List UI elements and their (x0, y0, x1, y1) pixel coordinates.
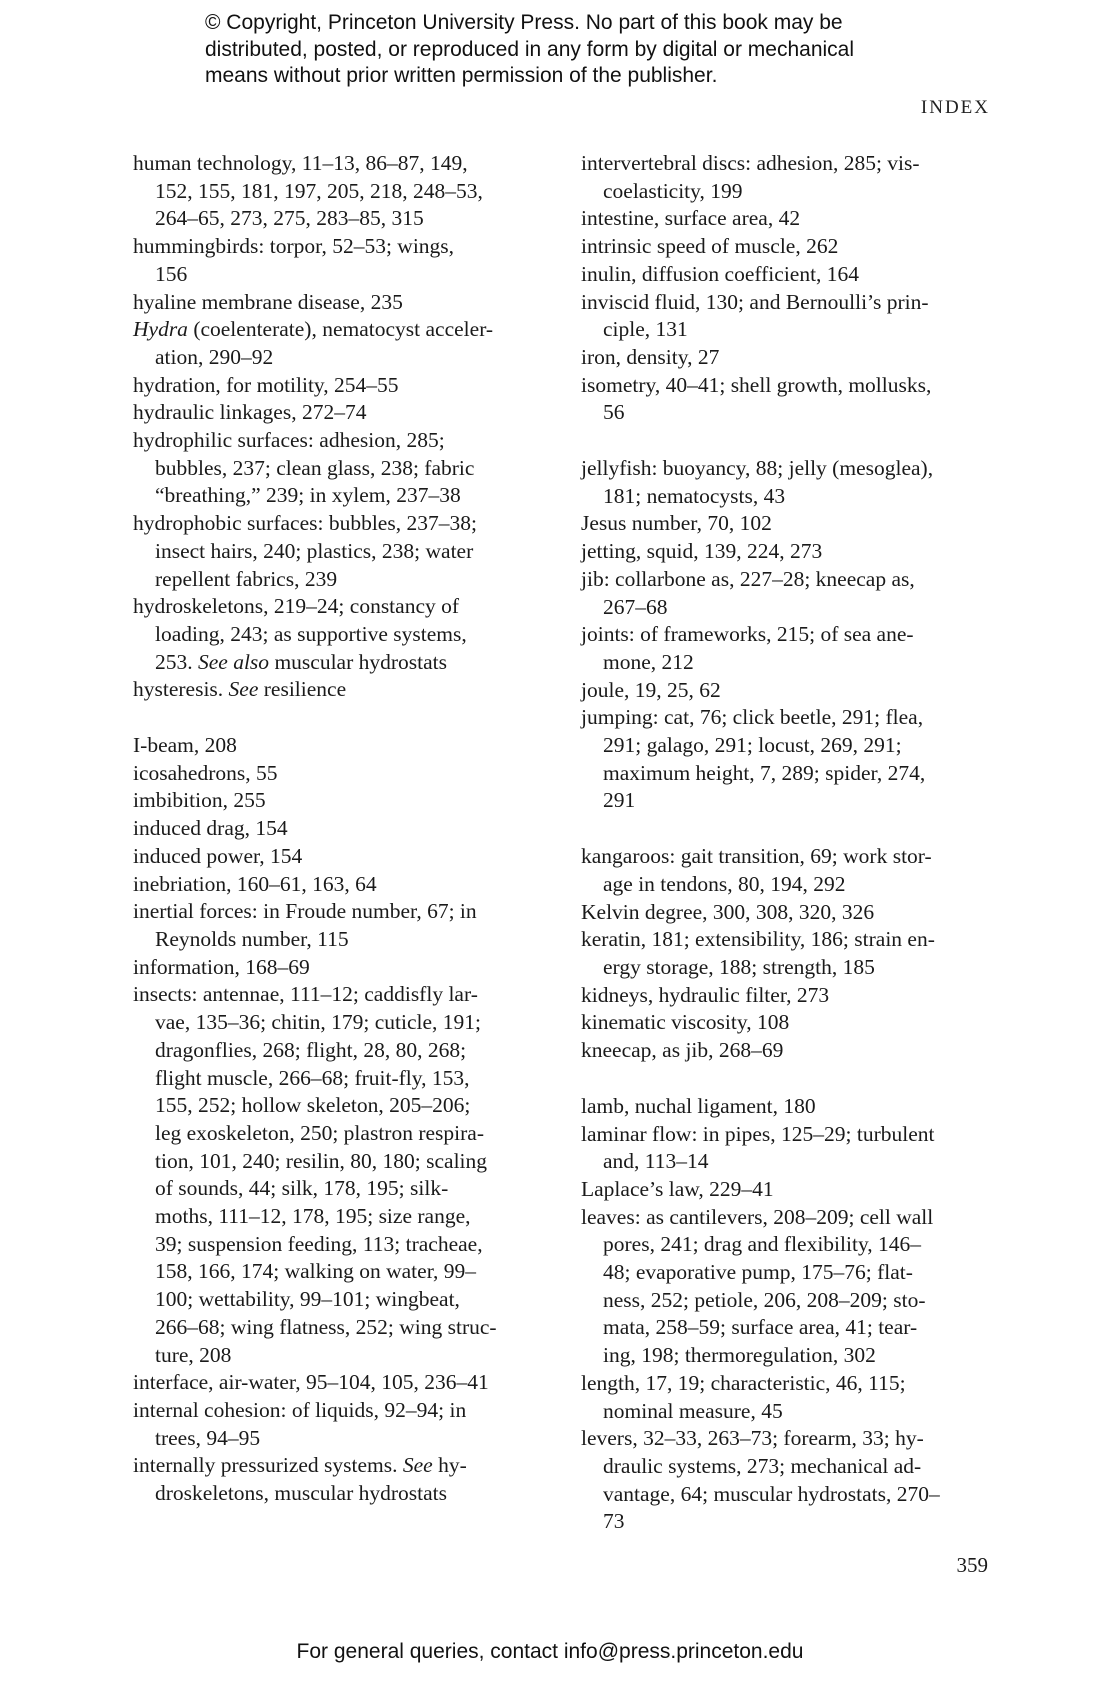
index-entry-continuation-line: ture, 208 (155, 1342, 232, 1367)
index-entry-continuation-line: coelasticity, 199 (603, 178, 743, 203)
running-head: INDEX (920, 97, 990, 118)
index-entry-heading-line: induced power, 154 (133, 843, 303, 868)
index-entry-continuation-line: nominal measure, 45 (603, 1398, 783, 1423)
index-entry-continuation-line: ation, 290–92 (155, 344, 274, 369)
index-entry-heading-line: joule, 19, 25, 62 (581, 677, 721, 702)
index-entry-heading-line: inertial forces: in Froude number, 67; in (133, 899, 477, 924)
index-entry (581, 205, 1001, 233)
index-entry (581, 926, 1001, 981)
index-entry-continuation-line: flight muscle, 266–68; fruit-fly, 153, (155, 1065, 470, 1090)
index-entry (133, 1397, 563, 1452)
index-entry (581, 677, 1001, 705)
index-entry-continuation-line: 155, 252; hollow skeleton, 205–206; (155, 1093, 471, 1118)
index-entry-heading-line: jetting, squid, 139, 224, 273 (581, 539, 823, 564)
index-entry (581, 1176, 1001, 1204)
index-entry (133, 981, 563, 1369)
index-entry-heading-line: intrinsic speed of muscle, 262 (581, 234, 839, 259)
index-entry-continuation-line: 39; suspension feeding, 113; tracheae, (155, 1231, 483, 1256)
index-entry (133, 815, 563, 843)
index-entry (581, 538, 1001, 566)
index-entry-continuation-line: vae, 135–36; chitin, 179; cuticle, 191; (155, 1010, 482, 1035)
index-entry-continuation-line: ing, 198; thermoregulation, 302 (603, 1343, 876, 1368)
index-entry (133, 289, 563, 317)
index-entry (581, 566, 1001, 621)
index-entry (133, 510, 563, 593)
index-entry-heading-line: levers, 32–33, 263–73; forearm, 33; hy- (581, 1426, 924, 1451)
index-column-left (133, 150, 563, 1508)
index-entry (133, 871, 563, 899)
index-entry (581, 1037, 1001, 1065)
index-entry (133, 732, 563, 760)
index-entry-continuation-line: and, 113–14 (603, 1149, 709, 1174)
index-entry-continuation-line: 100; wettability, 99–101; wingbeat, (155, 1287, 460, 1312)
index-entry (581, 1121, 1001, 1176)
index-entry-continuation-line: “breathing,” 239; in xylem, 237–38 (155, 483, 461, 508)
copyright-line: distributed, posted, or reproduced in any form by digital or mechanical (205, 37, 855, 61)
index-entry-continuation-line: trees, 94–95 (155, 1425, 261, 1450)
index-entry (133, 427, 563, 510)
index-entry (581, 899, 1001, 927)
index-entry-heading-line: hydroskeletons, 219–24; constancy of (133, 594, 460, 619)
index-entry (133, 150, 563, 233)
index-entry-continuation-line: 291 (603, 788, 636, 813)
index-entry (581, 621, 1001, 676)
index-entry-heading-line: interface, air-water, 95–104, 105, 236–41 (133, 1370, 489, 1395)
index-entry (133, 676, 563, 704)
index-entry (581, 1370, 1001, 1425)
index-entry (581, 261, 1001, 289)
index-entry-continuation-line: 267–68 (603, 594, 668, 619)
index-entry (581, 1009, 1001, 1037)
index-entry (581, 344, 1001, 372)
index-entry-heading-line: hydrophobic surfaces: bubbles, 237–38; (133, 511, 477, 536)
index-entry-continuation-line: mata, 258–59; surface area, 41; tear- (603, 1315, 918, 1340)
index-entry-heading-line: jumping: cat, 76; click beetle, 291; flea, (581, 705, 924, 730)
index-entry-heading-line: hummingbirds: torpor, 52–53; wings, (133, 234, 455, 259)
index-entry-continuation-line: Reynolds number, 115 (155, 926, 349, 951)
index-entry-heading-line: length, 17, 19; characteristic, 46, 115; (581, 1370, 906, 1395)
index-entry-heading-line: Laplace’s law, 229–41 (581, 1176, 774, 1201)
index-entry (581, 289, 1001, 344)
index-column-right (581, 150, 1001, 1536)
index-entry-heading-line: jib: collarbone as, 227–28; kneecap as, (581, 566, 915, 591)
index-entry-continuation-line: draulic systems, 273; mechanical ad- (603, 1453, 922, 1478)
index-entry-heading-line: iron, density, 27 (581, 344, 720, 369)
index-entry-continuation-line: 158, 166, 174; walking on water, 99– (155, 1259, 476, 1284)
index-entry (581, 843, 1001, 898)
index-entry-heading-line: joints: of frameworks, 215; of sea ane- (581, 622, 914, 647)
index-entry-heading-line: I-beam, 208 (133, 733, 237, 758)
index-entry-continuation-line: 291; galago, 291; locust, 269, 291; (603, 733, 902, 758)
index-entry-heading-line: icosahedrons, 55 (133, 760, 278, 785)
index-entry-heading-line: hydrophilic surfaces: adhesion, 285; (133, 428, 445, 453)
index-entry (581, 982, 1001, 1010)
index-entry-continuation-line: ness, 252; petiole, 206, 208–209; sto- (603, 1287, 926, 1312)
index-entry-heading-line: kinematic viscosity, 108 (581, 1010, 790, 1035)
copyright-line: means without prior written permission of the publisher. (205, 64, 718, 87)
index-entry-continuation-line: droskeletons, muscular hydrostats (155, 1481, 447, 1506)
copyright-notice (205, 10, 925, 90)
index-entry-continuation-line: dragonflies, 268; flight, 28, 80, 268; (155, 1037, 467, 1062)
index-entry-heading-line: kangaroos: gait transition, 69; work stor- (581, 844, 932, 869)
index-entry (133, 593, 563, 676)
index-entry-continuation-line: 156 (155, 261, 188, 286)
index-entry (581, 233, 1001, 261)
index-entry-continuation-line: loading, 243; as supportive systems, (155, 621, 467, 646)
index-entry-continuation-line: 253. See also muscular hydrostats (155, 649, 448, 674)
index-entry-heading-line: inviscid fluid, 130; and Bernoulli’s prin- (581, 289, 929, 314)
index-entry (133, 1369, 563, 1397)
index-entry-heading-line: inulin, diffusion coefficient, 164 (581, 261, 860, 286)
index-entry (133, 233, 563, 288)
index-entry-heading-line: information, 168–69 (133, 954, 310, 979)
index-entry-continuation-line: 73 (603, 1509, 625, 1534)
index-entry (581, 704, 1001, 815)
index-entry-continuation-line: 48; evaporative pump, 175–76; flat- (603, 1260, 913, 1285)
index-entry-continuation-line: mone, 212 (603, 649, 694, 674)
index-entry-heading-line: hydraulic linkages, 272–74 (133, 400, 367, 425)
index-entry-heading-line: Hydra (coelenterate), nematocyst acceler- (133, 317, 494, 342)
index-entry (581, 1425, 1001, 1536)
page-number: 359 (956, 1553, 988, 1577)
index-entry-continuation-line: 56 (603, 400, 625, 425)
index-entry-heading-line: keratin, 181; extensibility, 186; strain en- (581, 927, 935, 952)
index-entry (133, 372, 563, 400)
index-entry-heading-line: insects: antennae, 111–12; caddisfly lar- (133, 982, 478, 1007)
index-entry (581, 455, 1001, 510)
index-entry (133, 1452, 563, 1507)
index-entry-continuation-line: bubbles, 237; clean glass, 238; fabric (155, 455, 475, 480)
index-entry-heading-line: internally pressurized systems. See hy- (133, 1453, 467, 1478)
index-entry-continuation-line: leg exoskeleton, 250; plastron respira- (155, 1120, 484, 1145)
index-entry-heading-line: jellyfish: buoyancy, 88; jelly (mesoglea), (581, 456, 934, 481)
index-entry (581, 150, 1001, 205)
index-entry-heading-line: hydration, for motility, 254–55 (133, 372, 399, 397)
index-entry (133, 399, 563, 427)
index-entry-continuation-line: 152, 155, 181, 197, 205, 218, 248–53, (155, 178, 483, 203)
index-entry-continuation-line: insect hairs, 240; plastics, 238; water (155, 538, 474, 563)
index-entry-heading-line: Kelvin degree, 300, 308, 320, 326 (581, 899, 875, 924)
index-entry (133, 843, 563, 871)
index-entry-continuation-line: ergy storage, 188; strength, 185 (603, 954, 875, 979)
index-entry-continuation-line: maximum height, 7, 289; spider, 274, (603, 760, 926, 785)
index-entry-heading-line: lamb, nuchal ligament, 180 (581, 1093, 816, 1118)
index-entry-heading-line: kidneys, hydraulic filter, 273 (581, 982, 830, 1007)
index-entry-heading-line: kneecap, as jib, 268–69 (581, 1038, 784, 1063)
index-entry-heading-line: intestine, surface area, 42 (581, 206, 801, 231)
index-entry-continuation-line: pores, 241; drag and flexibility, 146– (603, 1232, 922, 1257)
index-entry-heading-line: Jesus number, 70, 102 (581, 511, 772, 536)
index-entry (581, 372, 1001, 427)
index-entry-heading-line: imbibition, 255 (133, 788, 266, 813)
index-entry-continuation-line: 266–68; wing flatness, 252; wing struc- (155, 1314, 497, 1339)
index-entry-heading-line: isometry, 40–41; shell growth, mollusks, (581, 372, 932, 397)
index-entry-heading-line: leaves: as cantilevers, 208–209; cell wall (581, 1204, 934, 1229)
copyright-line: © Copyright, Princeton University Press. No part of this book may be (205, 11, 843, 34)
index-entry (133, 898, 563, 953)
index-entry (581, 1093, 1001, 1121)
index-entry-heading-line: hyaline membrane disease, 235 (133, 289, 403, 314)
index-entry-heading-line: induced drag, 154 (133, 816, 288, 841)
index-entry-heading-line: laminar flow: in pipes, 125–29; turbulent (581, 1121, 935, 1146)
index-entry-continuation-line: of sounds, 44; silk, 178, 195; silk- (155, 1176, 449, 1201)
index-entry (133, 316, 563, 371)
index-entry-continuation-line: age in tendons, 80, 194, 292 (603, 871, 846, 896)
index-entry (581, 1204, 1001, 1370)
index-entry-continuation-line: ciple, 131 (603, 317, 688, 342)
index-entry-continuation-line: repellent fabrics, 239 (155, 566, 338, 591)
index-entry-heading-line: inebriation, 160–61, 163, 64 (133, 871, 377, 896)
index-entry-continuation-line: 181; nematocysts, 43 (603, 483, 786, 508)
index-entry-heading-line: hysteresis. See resilience (133, 677, 347, 702)
index-entry-continuation-line: moths, 111–12, 178, 195; size range, (155, 1204, 471, 1229)
index-entry-continuation-line: vantage, 64; muscular hydrostats, 270– (603, 1481, 940, 1506)
index-entry-heading-line: intervertebral discs: adhesion, 285; vis- (581, 151, 920, 175)
index-entry-continuation-line: tion, 101, 240; resilin, 80, 180; scaling (155, 1148, 488, 1173)
index-entry (133, 787, 563, 815)
footer-contact: For general queries, contact info@press.princeton.edu (296, 1640, 804, 1663)
index-entry-continuation-line: 264–65, 273, 275, 283–85, 315 (155, 206, 424, 231)
index-entry (133, 954, 563, 982)
index-entry-heading-line: internal cohesion: of liquids, 92–94; in (133, 1397, 467, 1422)
index-entry (133, 760, 563, 788)
index-entry-heading-line: human technology, 11–13, 86–87, 149, (133, 151, 468, 175)
index-entry (581, 510, 1001, 538)
